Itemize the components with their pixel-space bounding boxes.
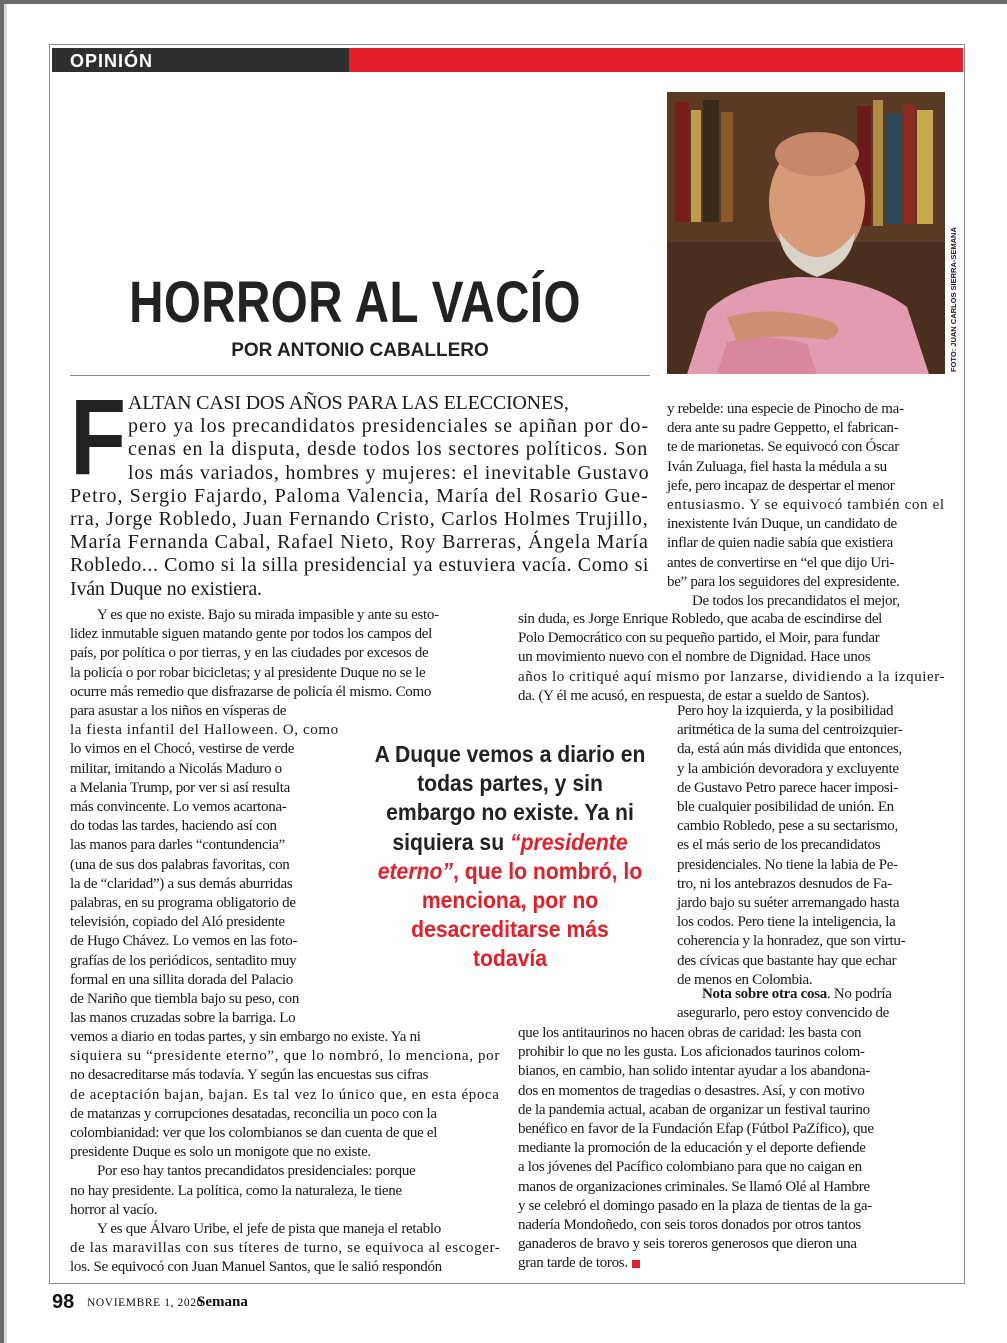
pull-quote-highlight: “presidente eterno”: [377, 828, 628, 884]
col2-top-line: entusiasmo. Y se equivocó también con el: [667, 497, 945, 513]
col1-bottom-line: de las maravillas con sus títeres de turno, se equivoca al escoger-: [70, 1240, 501, 1257]
article-byline: POR ANTONIO CABALLERO: [231, 340, 489, 361]
col2-narrow-line: des cívicas que bastante hay que echar: [677, 952, 897, 969]
col2-bottom-line: y se celebró el domingo pasado en la plaza de tientas de la ga-: [518, 1197, 872, 1214]
col2-top-line: inexistente Iván Duque, un candidato de: [667, 516, 897, 533]
note-paragraph-line: asegurarlo, pero estoy convencido de: [677, 1005, 890, 1021]
issue-date: NOVIEMBRE 1, 2020: [87, 1297, 203, 1309]
col2-bottom-line: que los antitaurinos no hacen obras de caridad: les basta con: [518, 1025, 862, 1041]
lead-divider: [70, 375, 650, 376]
author-photo: [667, 92, 945, 374]
pull-quote-text: A Duque vemos a diario en todas partes, y sin embargo no existe. Ya ni siquiera su: [374, 741, 646, 855]
col2-narrow-line: de menos en Colombia.: [677, 971, 813, 988]
col2-bottom-line: nadería Mondoñedo, con seis toros donados por otros tantos: [518, 1217, 861, 1233]
col1-bottom-line: colombianidad: ver que los colombianos se dan cuenta de que el: [70, 1125, 438, 1141]
col1-narrow-line: para asustar a los niños en vísperas de: [70, 703, 287, 719]
lead-line: rra, Jorge Robledo, Juan Fernando Cristo, Carlos Holmes Trujillo,: [70, 508, 649, 530]
col1-narrow-line: formal en una sillita dorada del Palacio: [70, 971, 293, 988]
col2-narrow-line: aritmética de la suma del centroizquier-: [677, 722, 903, 739]
col2-top-line: antes de convertirse en “el que dijo Uri-: [667, 554, 895, 571]
magazine-name: Semana: [197, 1294, 248, 1310]
section-label: OPINIÓN: [70, 51, 154, 71]
col1-bottom-line: de matanzas y corrupciones desatadas, reconcilia un poco con la: [70, 1105, 437, 1122]
note-first-text: . No podría: [826, 986, 892, 1002]
photo-credit: [944, 92, 968, 374]
col1-narrow-line: palabras, en su programa obligatorio de: [70, 895, 296, 911]
end-mark-icon: [632, 1260, 640, 1268]
col2-bottom-line: mediante la promoción de la educación y el deporte defiende: [518, 1140, 866, 1157]
col2-top-line: be” para los seguidores del expresidente.: [667, 573, 900, 590]
col1-bottom-line: Y es que Álvaro Uribe, el jefe de pista que maneja el retablo: [97, 1221, 441, 1237]
col2-narrow-line: cambio Robledo, pese a su sectarismo,: [677, 818, 898, 835]
page-number: 98: [52, 1291, 75, 1313]
lead-line: los más variados, hombres y mujeres: el inevitable Gustavo: [128, 461, 650, 484]
col2-bottom-line: dos en momentos de tragedias o desastres. Así, y con motivo: [518, 1082, 865, 1099]
col1-bottom-line: los. Se equivocó con Juan Manuel Santos, que le salió respondón: [70, 1259, 442, 1276]
lead-line: cenas en la disputa, desde todos los sectores políticos. Son: [128, 438, 649, 461]
col1-full-line: la policía o por robar bicicletas; y al presidente Duque no se le: [70, 664, 426, 681]
col2-narrow-line: tro, ni los antebrazos desnudos de Fa-: [677, 875, 892, 892]
col1-narrow-line: militar, imitando a Nicolás Maduro o: [70, 760, 282, 777]
col2-narrow-line: presidenciales. No tiene la labia de Pe-: [677, 856, 898, 873]
col1-narrow-line: de Hugo Chávez. Lo vemos en las foto-: [70, 933, 298, 950]
col2-narrow-line: ble cualquier posibilidad de unión. En: [677, 799, 894, 815]
pull-quote: [372, 740, 648, 974]
col1-narrow-line: a Melania Trump, por ver si así resulta: [70, 779, 290, 796]
col2-narrow-line: da, está aún más dividida que entonces,: [677, 741, 902, 758]
note-paragraph-start: [702, 985, 892, 1004]
col2-bottom-line: prohibir lo que no les gusta. Los aficionados taurinos colom-: [518, 1044, 865, 1061]
col1-bottom-line: Por eso hay tantos precandidatos presidenciales: porque: [97, 1163, 416, 1180]
col2-bottom-line: bianos, en cambio, han solido intentar ayudar a los abandona-: [518, 1063, 871, 1080]
col1-narrow-line: grafías de los periódicos, sentadito muy: [70, 952, 297, 969]
col2-full-line: un movimiento nuevo con el nombre de Dignidad. Hace unos: [518, 649, 871, 666]
col2-bottom-line: benéfico en favor de la Fundación Efap (Fútbol PaZífico), que: [518, 1121, 874, 1137]
article-headline: HORROR AL VACÍO: [129, 270, 581, 335]
col1-bottom-line: no desacreditarse más todavía. Y según las encuestas sus cifras: [70, 1067, 429, 1084]
drop-cap: F: [70, 376, 127, 497]
col1-bottom-line: vemos a diario en todas partes, y sin embargo no existe. Ya ni: [70, 1029, 421, 1045]
col1-full-line: lidez inmutable siguen matando gente por todos los campos del: [70, 626, 433, 643]
col2-narrow-line: y la ambición devoradora y excluyente: [677, 760, 899, 777]
lead-line: Petro, Sergio Fajardo, Paloma Valencia, María del Rosario Gue-: [70, 484, 649, 507]
col1-narrow-line: do todas las tardes, haciendo así con: [70, 818, 277, 835]
photo-credit-text: FOTO: JUAN CARLOS SIERRA-SEMANA: [949, 227, 958, 372]
col2-bottom-line: de la pandemia actual, acaban de organizar un festival taurino: [518, 1101, 870, 1118]
col2-bottom-line: ganaderos de bravo y seis toreros generosos que dieron una: [518, 1236, 857, 1253]
col2-bottom-line: gran tarde de toros.: [518, 1254, 640, 1273]
col1-narrow-line: más convincente. Lo vemos acartona-: [70, 799, 287, 815]
col1-narrow-line: lo vimos en el Chocó, vestirse de verde: [70, 741, 295, 758]
col1-narrow-line: la de “claridad”) a sus demás aburridas: [70, 875, 293, 892]
col1-bottom-line: presidente Duque es solo un monigote que no existe.: [70, 1144, 371, 1161]
col1-narrow-line: televisión, copiado del Aló presidente: [70, 914, 285, 931]
col1-narrow-line: las manos cruzadas sobre la barriga. Lo: [70, 1010, 296, 1027]
col1-narrow-line: (una de sus dos palabras favoritas, con: [70, 856, 290, 873]
lead-line: María Fernanda Cabal, Rafael Nieto, Roy Barreras, Ángela María: [70, 531, 649, 554]
lead-line: pero ya los precandidatos presidenciales se apiñan por do-: [128, 415, 649, 438]
col2-bottom-line: manos de organizaciones criminales. Se llamó Olé al Hambre: [518, 1178, 870, 1195]
col1-bottom-line: de aceptación bajan, bajan. Es tal vez lo único que, en esta época: [70, 1086, 500, 1103]
lead-line: Robledo... Como si la silla presidencial ya estuviera vacía. Como si: [70, 554, 650, 577]
col1-bottom-line: horror al vacío.: [70, 1201, 158, 1218]
col2-full-line: Polo Democrático con su pequeño partido, el Moir, para fundar: [518, 630, 880, 647]
col1-bottom-line: siquiera su “presidente eterno”, que lo nombró, lo menciona, por: [70, 1048, 500, 1065]
col2-top-line: inflar de quien nadie sabía que existiera: [667, 535, 893, 552]
col2-top-line: te de marionetas. Se equivocó con Óscar: [667, 439, 899, 456]
col2-top-line: jefe, pero incapaz de despertar el menor: [667, 477, 895, 494]
col2-bottom-line: a los jóvenes del Pacífico colombiano para que no caigan en: [518, 1159, 862, 1176]
col1-narrow-line: las manos para darles “contundencia”: [70, 837, 285, 854]
col2-narrow-line: coherencia y la honradez, que son virtu-: [677, 933, 906, 950]
col1-narrow-line: de Nariño que tiembla bajo su peso, con: [70, 991, 300, 1007]
col2-top-line: Iván Zuluaga, fiel hasta la médula a su: [667, 458, 887, 475]
col1-bottom-line: no hay presidente. La política, como la naturaleza, le tiene: [70, 1182, 402, 1199]
col2-narrow-line: los codos. Pero tiene la inteligencia, la: [677, 914, 896, 931]
col1-narrow-line: la fiesta infantil del Halloween. O, como: [70, 722, 339, 739]
col1-full-line: país, por política o por tierras, y en las ciudades por excesos de: [70, 645, 429, 662]
col2-narrow-line: es el más serio de los precandidatos: [677, 837, 881, 854]
lead-line: ALTAN CASI DOS AÑOS PARA LAS ELECCIONES,: [128, 392, 569, 414]
col1-full-line: ocurre más remedio que disfrazarse de policía él mismo. Como: [70, 683, 432, 700]
col2-narrow-line: de Gustavo Petro parece hacer imposi-: [677, 779, 898, 796]
col2-full-line: da. (Y él me acusó, en respuesta, de estar a sueldo de Santos).: [518, 687, 870, 704]
note-heading: Nota sobre otra cosa: [702, 986, 827, 1002]
col2-top-line: dera ante su padre Geppetto, el fabrican-: [667, 420, 899, 437]
col2-top-line: y rebelde: una especie de Pinocho de ma-: [667, 401, 904, 417]
col2-full-line: sin duda, es Jorge Enrique Robledo, que acaba de escindirse del: [518, 611, 883, 627]
col2-narrow-line: jardo bajo su suéter arremangado hasta: [677, 895, 900, 911]
col1-full-line: Y es que no existe. Bajo su mirada impasible y ante su esto-: [97, 607, 439, 623]
col2-full-line: años lo critiqué aquí mismo por lanzarse, dividiendo a la izquier-: [518, 668, 946, 685]
col2-top-line: De todos los precandidatos el mejor,: [692, 593, 900, 609]
col2-narrow-line: Pero hoy la izquierda, y la posibilidad: [677, 703, 894, 719]
pull-quote-text-red: , que lo nombró, lo menciona, por no desacreditarse más todavía: [411, 857, 643, 972]
lead-line: Iván Duque no existiera.: [70, 577, 262, 600]
